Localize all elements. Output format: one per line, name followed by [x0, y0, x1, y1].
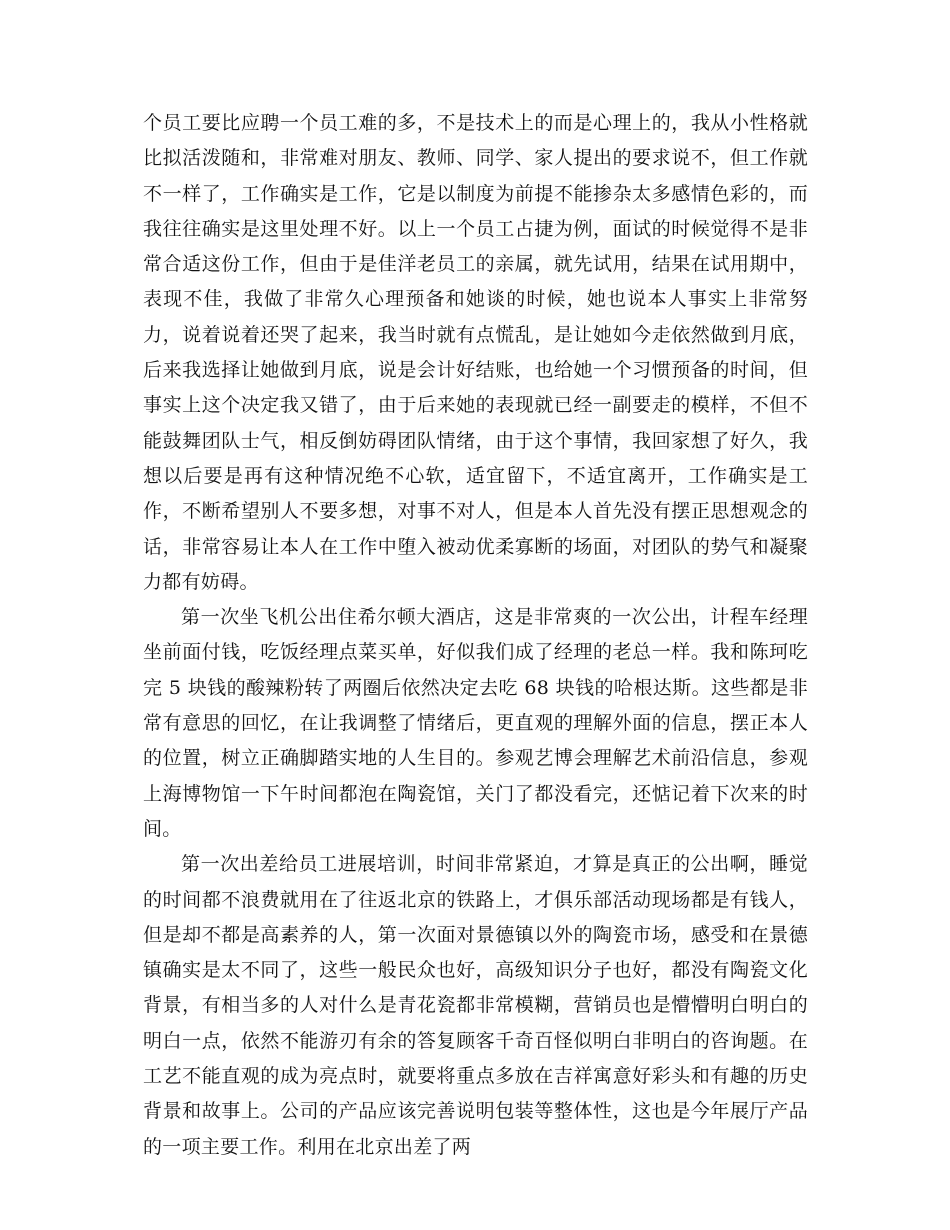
- paragraph-1: 个员工要比应聘一个员工难的多，不是技术上的而是心理上的，我从小性格就比拟活泼随和，非常难对朋友、教师、同学、家人提出的要求说不，但工作就不一样了，工作确实是工作，它是以制度为前提不能掺杂太多感情色彩的，而我往往确实是这里处理不好。以上一个员工占捷为例，面试的时候觉得不是非常合适这份工作，但由于是佳洋老员工的亲属，就先试用，结果在试用期中，表现不佳，我做了非常久心理预备和她谈的时候，她也说本人事实上非常努力，说着说着还哭了起来，我当时就有点慌乱，是让她如今走依然做到月底，后来我选择让她做到月底，说是会计好结账，也给她一个习惯预备的时间，但事实上这个决定我又错了，由于后来她的表现就已经一副要走的模样，不但不能鼓舞团队士气，相反倒妨碍团队情绪，由于这个事情，我回家想了好久，我想以后要是再有这种情况绝不心软，适宜留下，不适宜离开，工作确实是工作，不断希望别人不要多想，对事不对人，但是本人首先没有摆正思想观念的话，非常容易让本人在工作中堕入被动优柔寡断的场面，对团队的势气和凝聚力都有妨碍。: [143, 112, 808, 593]
- paragraph-2: 第一次坐飞机公出住希尔顿大酒店，这是非常爽的一次公出，计程车经理坐前面付钱，吃饭经理点菜买单，好似我们成了经理的老总一样。我和陈珂吃完 5 块钱的酸辣粉转了两圈后依然决定去吃 68 块钱的哈根达斯。这些都是非常有意思的回忆，在让我调整了情绪后，更直观的理解外面的信息，摆正本人的位置，树立正确脚踏实地的人生目的。参观艺博会理解艺术前沿信息，参观上海博物馆一下午时间都泡在陶瓷馆，关门了都没看完，还惦记着下次来的时间。: [143, 606, 808, 840]
- document-body: [143, 106, 808, 1165]
- paragraph-3: 第一次出差给员工进展培训，时间非常紧迫，才算是真正的公出啊，睡觉的时间都不浪费就用在了往返北京的铁路上，才俱乐部活动现场都是有钱人，但是却不都是高素养的人，第一次面对景德镇以外的陶瓷市场，感受和在景德镇确实是太不同了，这些一般民众也好，高级知识分子也好，都没有陶瓷文化背景，有相当多的人对什么是青花瓷都非常模糊，营销员也是懵懵明白明白的明白一点，依然不能游刃有余的答复顾客千奇百怪似明白非明白的咨询题。在工艺不能直观的成为亮点时，就要将重点多放在吉祥寓意好彩头和有趣的历史背景和故事上。公司的产品应该完善说明包装等整体性，这也是今年展厅产品的一项主要工作。利用在北京出差了两: [143, 853, 808, 1158]
